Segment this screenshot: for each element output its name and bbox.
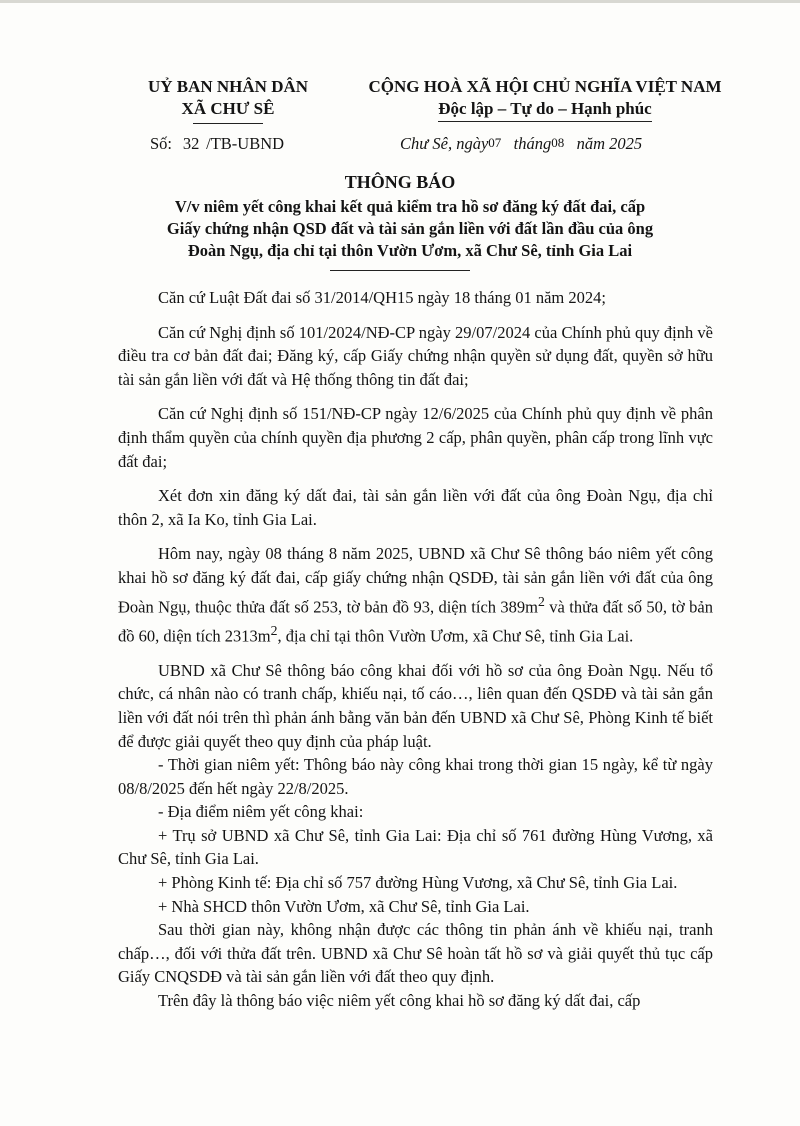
authority-line-1: UỶ BAN NHÂN DÂN (147, 77, 309, 96)
application-review: Xét đơn xin đăng ký dất đai, tài sản gắn liền với đất của ông Đoàn Ngụ, địa chỉ thôn 2, xã Ia Ko, tỉnh Gia Lai. (118, 486, 713, 529)
scan-edge (0, 0, 800, 3)
date-year: năm 2025 (576, 134, 643, 153)
superscript-2: 2 (538, 593, 545, 609)
posting-location-2: + Phòng Kinh tế: Địa chỉ số 757 đường Hùng Vương, xã Chư Sê, tỉnh Gia Lai. (158, 873, 678, 893)
public-notice-paragraph: UBND xã Chư Sê thông báo công khai đối với hồ sơ của ông Đoàn Ngụ. Nếu tổ chức, cá nhân nào có tranh chấp, khiếu nại, tố cáo…, liên quan đến QSDĐ và tài sản gắn liền với đất nói trên thì phản ánh bằng văn bản đến UBND xã Chư Sê, Phòng Kinh tế biết để được giải quyết theo quy định của pháp luật. (118, 660, 713, 751)
legal-basis-2: Căn cứ Nghị định số 101/2024/NĐ-CP ngày 29/07/2024 của Chính phủ quy định về điều tra cơ bản đất đai; Đăng ký, cấp Giấy chứng nhận quyền sử dụng đất, quyền sở hữu tài sản gắn liền với đất và Hệ thống thông tin đất đai; (118, 322, 713, 389)
posting-location-1: + Trụ sở UBND xã Chư Sê, tỉnh Gia Lai: Địa chỉ số 761 đường Hùng Vương, xã Chư Sê, tỉnh Gia Lai. (118, 825, 713, 869)
authority-underline (193, 123, 263, 124)
subject-underline (330, 270, 470, 271)
subject-line-2: Giấy chứng nhận QSD đất và tài sản gắn liền với đất lần đầu của ông (166, 219, 654, 238)
document-title: THÔNG BÁO (344, 172, 456, 192)
posting-period: - Thời gian niêm yết: Thông báo này công khai trong thời gian 15 ngày, kể từ ngày 08/8/2025 đến hết ngày 22/8/2025. (118, 755, 713, 798)
national-heading (350, 76, 740, 122)
announcement-part-3: , địa chỉ tại thôn Vườn Ươm, xã Chư Sê, tỉnh Gia Lai. (277, 626, 634, 646)
document-body (118, 286, 713, 1013)
announcement-part-2: và thửa đất số 50, tờ bản đồ 60, diện tích 2313m (118, 597, 713, 646)
authority-line-2: XÃ CHƯ SÊ (181, 99, 275, 118)
legal-basis-1: Căn cứ Luật Đất đai số 31/2014/QH15 ngày 18 tháng 01 năm 2024; (158, 288, 606, 307)
document-subject (110, 196, 710, 262)
superscript-2: 2 (270, 622, 278, 638)
announcement-part-1: Hôm nay, ngày 08 tháng 8 năm 2025, UBND xã Chư Sê thông báo niêm yết công khai hồ sơ đăng ký đất đai, cấp giấy chứng nhận QSDĐ, tài sản gắn liền với đất của ông Đoàn Ngụ, thuộc thửa đất số 253, tờ bản đồ 93, diện tích 389m (118, 544, 713, 617)
nation-name: CỘNG HOÀ XÃ HỘI CHỦ NGHĨA VIỆT NAM (368, 77, 722, 96)
doc-number-suffix: /TB-UBND (206, 134, 285, 153)
posting-locations-heading: - Địa điểm niêm yết công khai: (158, 802, 364, 822)
date-place: Chư Sê, ngày (400, 134, 489, 153)
issue-date (400, 134, 642, 154)
document-number (150, 134, 284, 154)
legal-basis-3: Căn cứ Nghị định số 151/NĐ-CP ngày 12/6/2025 của Chính phủ quy định về phân định thẩm quyền của chính quyền địa phương 2 cấp, phân quyền, phân cấp trong lĩnh vực đất đai; (118, 404, 713, 471)
doc-number-prefix: Số: (150, 134, 173, 153)
announcement-paragraph (118, 542, 713, 647)
date-month: 08 (551, 135, 565, 150)
date-month-label: tháng (513, 134, 552, 153)
date-day: 07 (488, 135, 502, 150)
national-motto: Độc lập – Tự do – Hạnh phúc (438, 98, 651, 122)
issuing-authority (128, 76, 328, 124)
after-posting-paragraph: Sau thời gian này, không nhận được các thông tin phản ánh về khiếu nại, tranh chấp…, đối với thửa đất trên. UBND xã Chư Sê hoàn tất hồ sơ và giải quyết thủ tục cấp Giấy CNQSDĐ và tài sản gắn liền với đất theo quy định. (118, 920, 713, 987)
posting-location-3: + Nhà SHCD thôn Vườn Ươm, xã Chư Sê, tỉnh Gia Lai. (158, 896, 530, 916)
doc-number-value: 32 (182, 134, 200, 153)
subject-line-1: V/v niêm yết công khai kết quả kiểm tra hồ sơ đăng ký đất đai, cấp (174, 197, 646, 216)
closing-paragraph: Trên đây là thông báo việc niêm yết công khai hồ sơ đăng ký dất đai, cấp (158, 991, 641, 1011)
subject-line-3: Đoàn Ngụ, địa chỉ tại thôn Vườn Ươm, xã Chư Sê, tỉnh Gia Lai (187, 241, 633, 260)
